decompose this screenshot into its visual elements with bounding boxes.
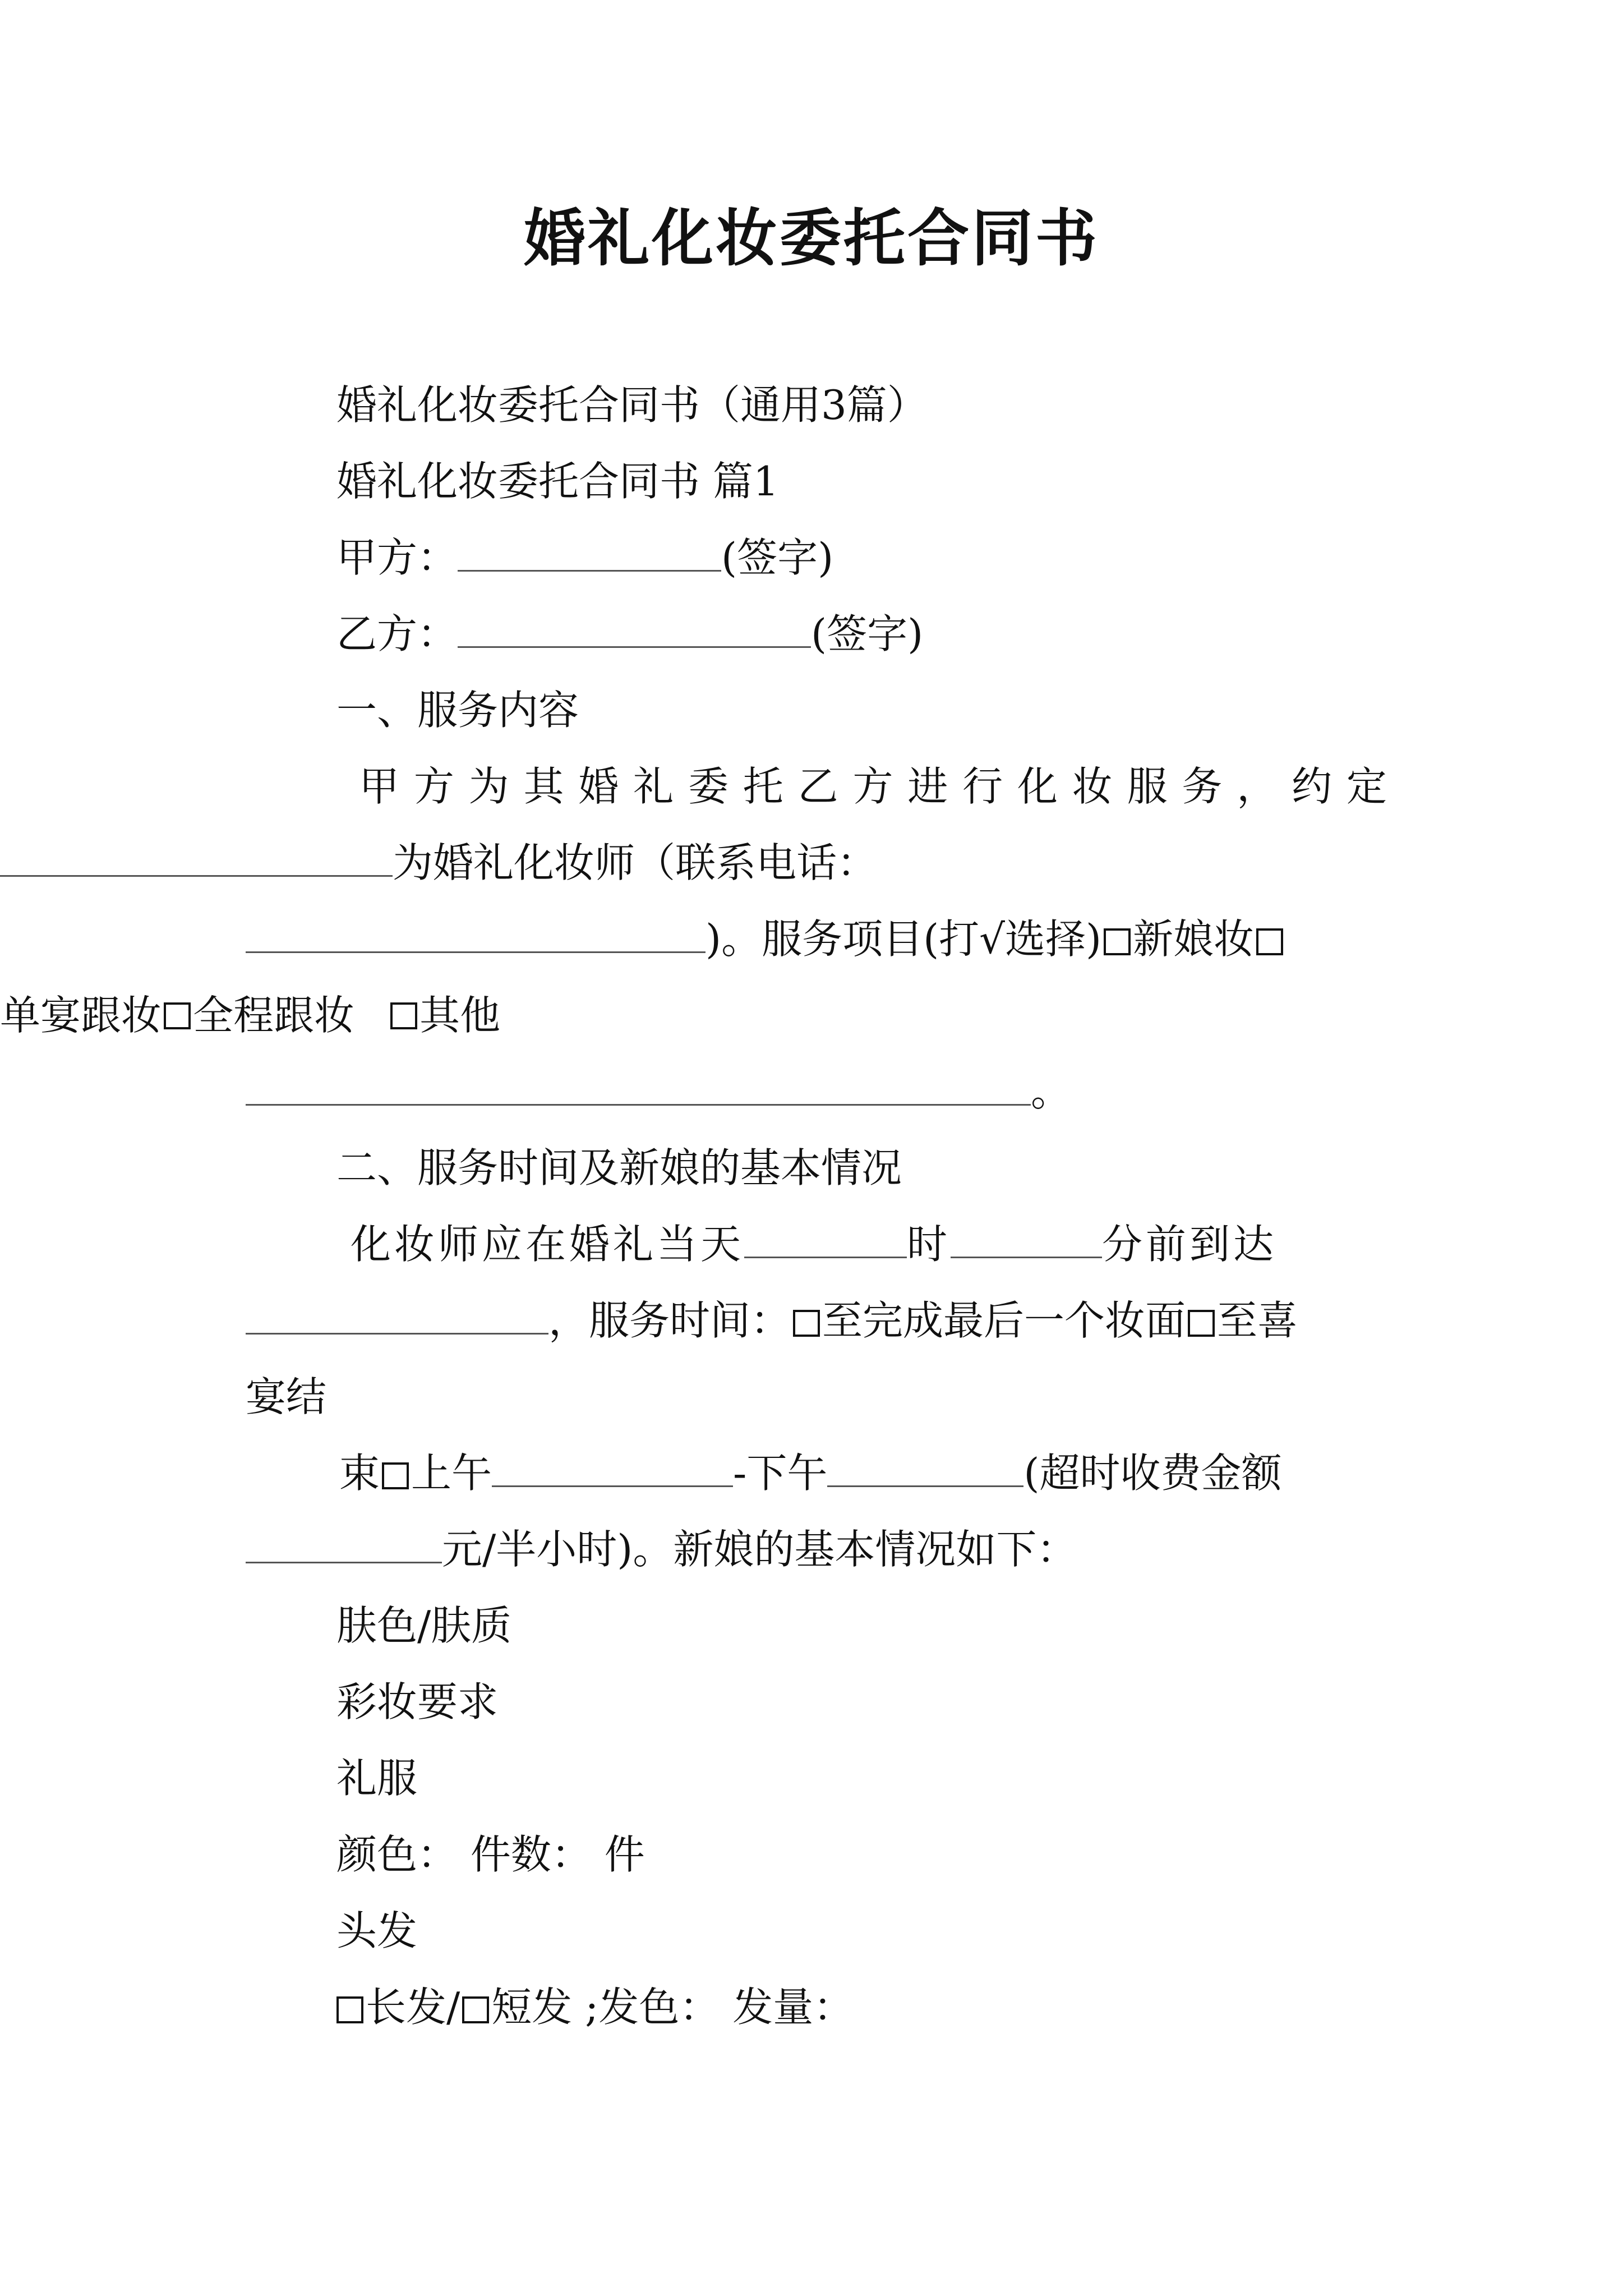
char: 婚 bbox=[433, 839, 474, 886]
char: 系 bbox=[716, 839, 757, 886]
other-service-blank[interactable] bbox=[246, 1068, 1031, 1106]
party-b-blank[interactable] bbox=[458, 610, 811, 648]
char: 妆 bbox=[1072, 763, 1113, 810]
char: 单 bbox=[0, 992, 41, 1039]
service-para-line-2 bbox=[0, 835, 877, 891]
char: 托 bbox=[743, 763, 783, 810]
service-time-label: ，服务时间： bbox=[548, 1297, 791, 1344]
checkbox-short-hair[interactable] bbox=[462, 1996, 489, 2023]
hair-item: 头发 bbox=[336, 1907, 418, 1954]
dress-detail-item: 颜色： 件数： 件 bbox=[336, 1831, 645, 1878]
checkbox-full-makeup[interactable] bbox=[164, 1002, 191, 1029]
char: 宴 bbox=[40, 992, 81, 1039]
char: 委 bbox=[688, 763, 728, 810]
char: ， bbox=[1237, 763, 1278, 810]
subtitle: 婚礼化妆委托合同书（通用3篇） bbox=[336, 381, 928, 429]
party-b-line bbox=[336, 606, 923, 662]
party-a-blank[interactable] bbox=[458, 534, 721, 572]
section1-heading: 一、服务内容 bbox=[336, 687, 579, 734]
char: 妆 bbox=[314, 992, 355, 1039]
checkbox-long-hair[interactable] bbox=[336, 1996, 363, 2023]
time-para-line-1 bbox=[351, 1216, 1277, 1272]
hair-detail-line bbox=[336, 1979, 854, 2035]
arrival-suffix: 分前到达 bbox=[1102, 1221, 1278, 1268]
service-para-line-1 bbox=[359, 758, 1387, 815]
document-title: 婚礼化妆委托合同书 bbox=[524, 202, 1099, 274]
char: 程 bbox=[233, 992, 274, 1039]
overtime-fee-label: (超时收费金额 bbox=[1023, 1450, 1282, 1497]
time-para-line-5 bbox=[246, 1521, 1077, 1577]
party-b-suffix: (签字) bbox=[811, 610, 924, 657]
time-para-line-2 bbox=[246, 1292, 1298, 1349]
time-para-line-4 bbox=[339, 1445, 1281, 1501]
char: 为 bbox=[468, 763, 509, 810]
char: 全 bbox=[193, 992, 234, 1039]
dress-item: 礼服 bbox=[336, 1755, 418, 1802]
hour-label: 时 bbox=[907, 1221, 951, 1268]
char: 乙 bbox=[797, 763, 838, 810]
char: 话 bbox=[796, 839, 837, 886]
party-a-suffix: (签字) bbox=[721, 534, 834, 581]
section2-heading: 二、服务时间及新娘的基本情况 bbox=[336, 1144, 902, 1191]
hour-blank[interactable] bbox=[744, 1221, 907, 1258]
char: 跟 bbox=[81, 992, 122, 1039]
morning-blank[interactable] bbox=[492, 1450, 733, 1487]
service-items-label: )。服务项目(打√选择) bbox=[706, 915, 1102, 963]
char: 礼 bbox=[633, 763, 674, 810]
char: 务 bbox=[1182, 763, 1223, 810]
party-b-label: 乙方： bbox=[336, 610, 458, 657]
char: （ bbox=[635, 839, 676, 886]
checkbox-time-range[interactable] bbox=[382, 1462, 409, 1489]
party-a-label: 甲方： bbox=[336, 534, 458, 581]
char: 婚 bbox=[578, 763, 619, 810]
until-last-makeup-label: 至完成最后一个妆面 bbox=[822, 1297, 1186, 1344]
char: 妆 bbox=[121, 992, 162, 1039]
char: 跟 bbox=[274, 992, 315, 1039]
overtime-fee-blank[interactable] bbox=[246, 1526, 442, 1563]
char: 方 bbox=[413, 763, 454, 810]
until-banquet-label: 至喜 bbox=[1217, 1297, 1298, 1344]
end-label: 束 bbox=[339, 1450, 380, 1497]
checkbox-until-banquet-end[interactable] bbox=[1188, 1310, 1215, 1337]
char: 其 bbox=[523, 763, 564, 810]
service-para-line-5 bbox=[246, 1064, 1071, 1120]
char: 妆 bbox=[554, 839, 595, 886]
checkbox-banquet-makeup[interactable] bbox=[1256, 928, 1283, 955]
char: 礼 bbox=[473, 839, 514, 886]
char: 化 bbox=[514, 839, 555, 886]
short-hair-label: 短发 ;发色： 发量： bbox=[491, 1984, 854, 2031]
char: 他 bbox=[460, 992, 501, 1039]
arrival-label: 化妆师应在婚礼当天 bbox=[351, 1221, 745, 1268]
char: 定 bbox=[1346, 763, 1387, 810]
char: 方 bbox=[852, 763, 893, 810]
char: 服 bbox=[1127, 763, 1168, 810]
arrival-place-blank[interactable] bbox=[246, 1297, 548, 1335]
time-para-line-3: 宴结 bbox=[246, 1373, 327, 1420]
skin-item: 肤色/肤质 bbox=[336, 1602, 512, 1649]
checkbox-bride-makeup[interactable] bbox=[1104, 928, 1131, 955]
makeup-artist-blank[interactable] bbox=[0, 839, 393, 877]
service-para-line-3 bbox=[246, 911, 1285, 967]
part-heading: 婚礼化妆委托合同书 篇1 bbox=[336, 458, 779, 505]
checkbox-other[interactable] bbox=[390, 1002, 417, 1029]
char: 师 bbox=[594, 839, 635, 886]
period: 。 bbox=[1031, 1068, 1072, 1115]
char: 约 bbox=[1292, 763, 1332, 810]
char: 联 bbox=[675, 839, 716, 886]
char: 为 bbox=[393, 839, 434, 886]
phone-blank[interactable] bbox=[246, 915, 706, 953]
minute-blank[interactable] bbox=[951, 1221, 1102, 1258]
checkbox-until-last-makeup[interactable] bbox=[793, 1310, 820, 1337]
char: 电 bbox=[756, 839, 797, 886]
service-para-line-4 bbox=[0, 987, 500, 1043]
char: 化 bbox=[1017, 763, 1058, 810]
char: 进 bbox=[907, 763, 948, 810]
char: 甲 bbox=[359, 763, 400, 810]
long-hair-label: 长发/ bbox=[366, 1984, 460, 2031]
makeup-requirement-item: 彩妆要求 bbox=[336, 1678, 499, 1726]
afternoon-blank[interactable] bbox=[827, 1450, 1023, 1487]
char: ： bbox=[837, 839, 878, 886]
char: 其 bbox=[419, 992, 460, 1039]
fee-unit-label: 元/半小时)。新娘的基本情况如下： bbox=[442, 1526, 1077, 1573]
party-a-line bbox=[336, 530, 833, 586]
afternoon-label: -下午 bbox=[733, 1450, 828, 1497]
morning-label: 上午 bbox=[411, 1450, 492, 1497]
char: 行 bbox=[962, 763, 1003, 810]
bride-makeup-label: 新娘妆 bbox=[1133, 915, 1255, 963]
